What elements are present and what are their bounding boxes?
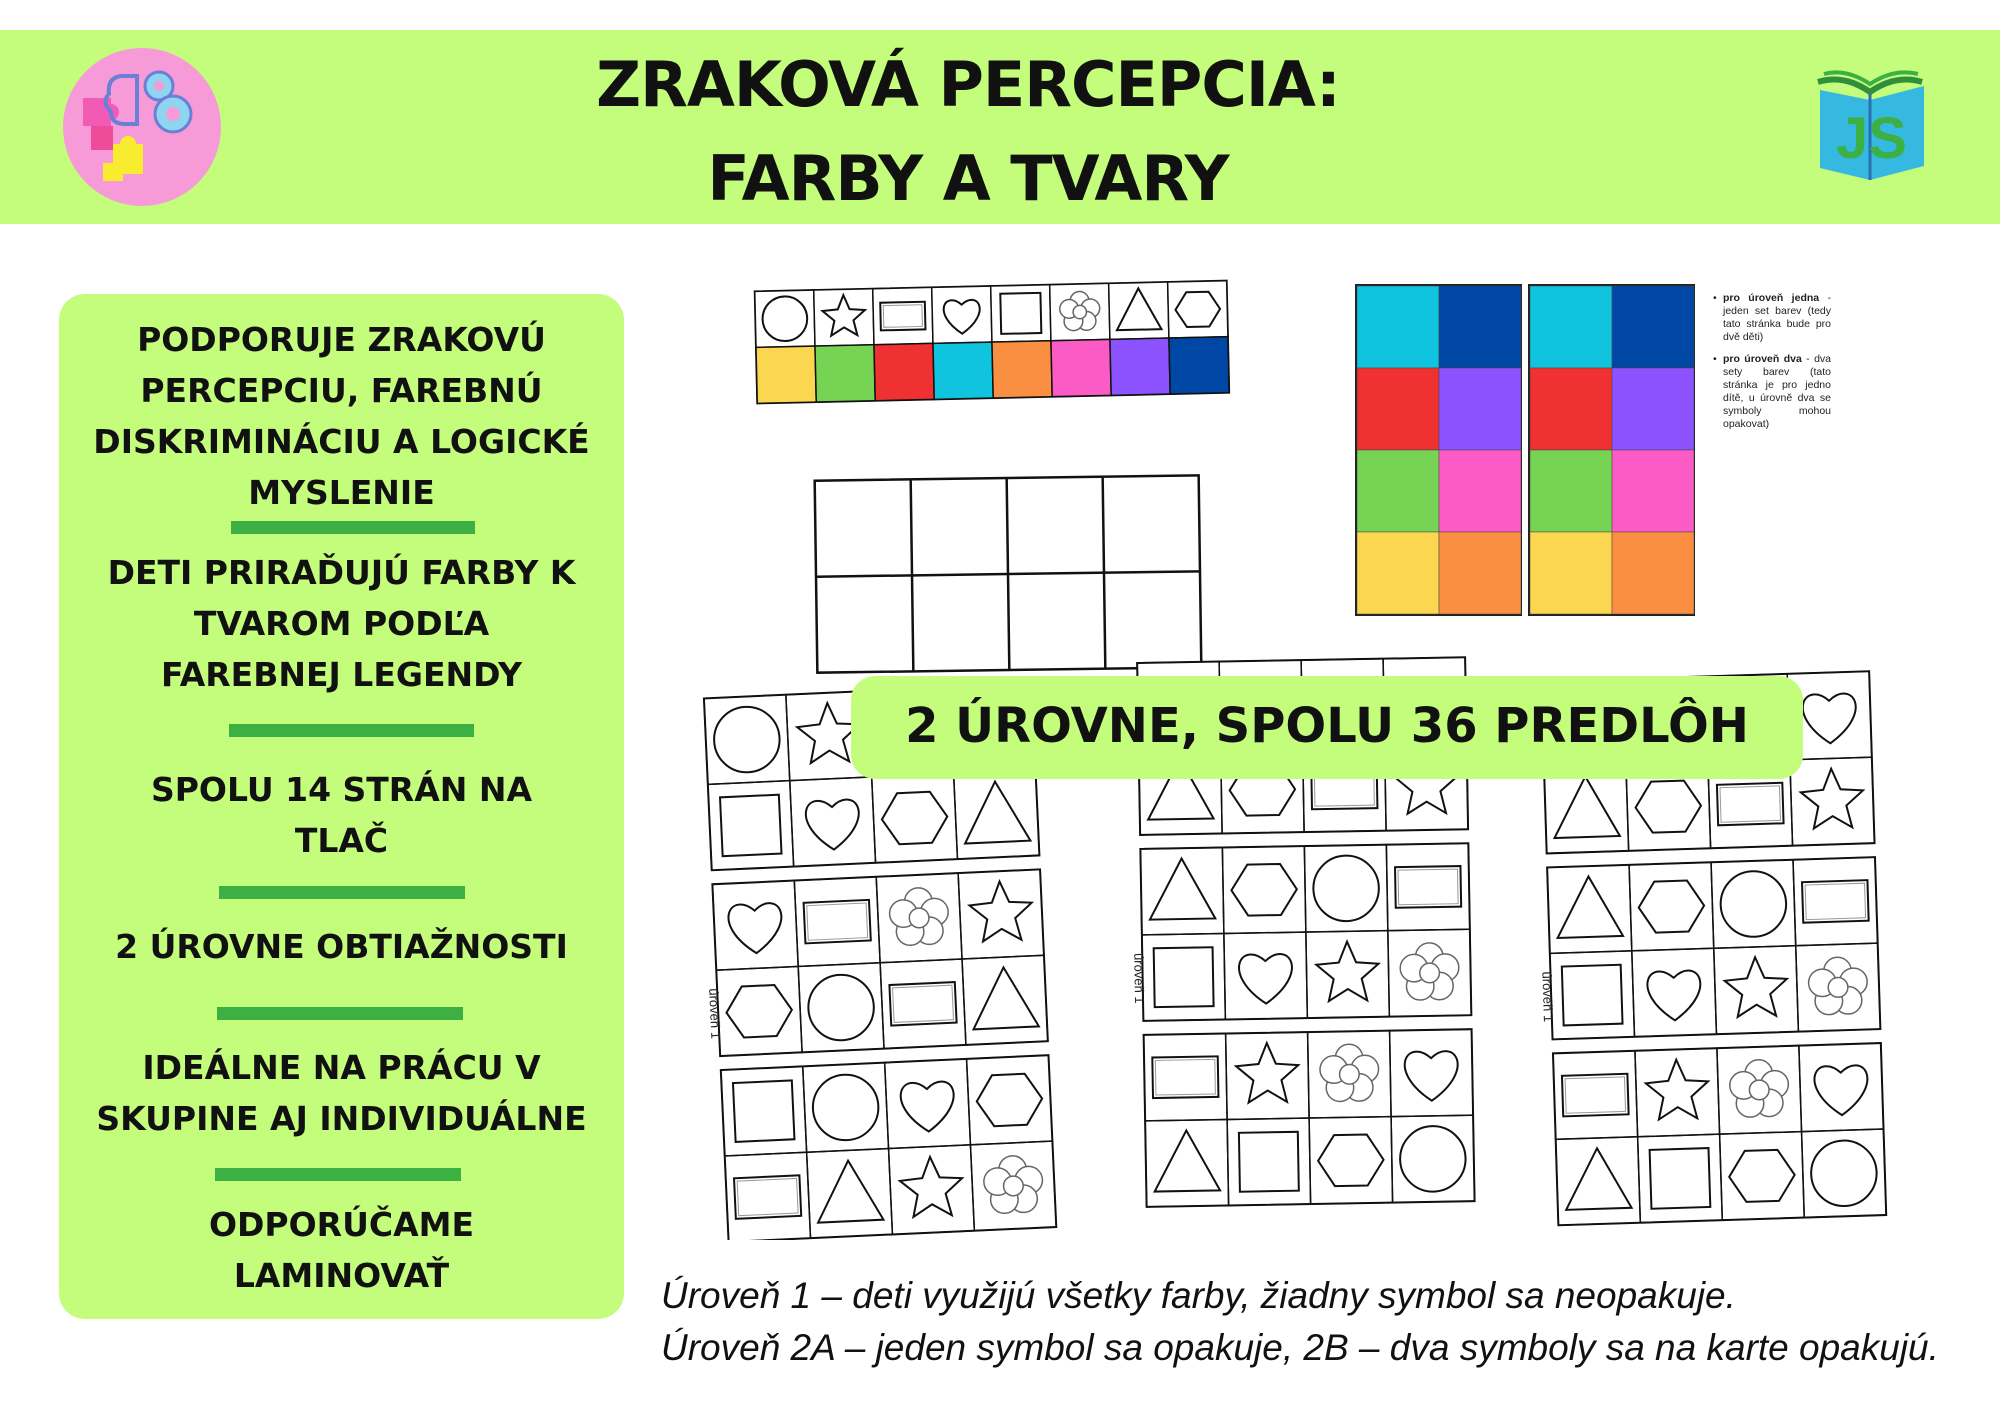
empty-card-grid [810, 468, 1210, 680]
legend-color-swatch [815, 345, 875, 402]
palette-swatch [1439, 532, 1521, 614]
legend-color-swatch [756, 346, 816, 403]
worksheet-level-label: úroveň 1 [706, 987, 724, 1040]
feature-divider [231, 521, 475, 534]
palette-sheet-2 [1528, 284, 1695, 625]
page-title-line1: ZRAKOVÁ PERCEPCIA: [596, 48, 1340, 121]
feature-6: ODPORÚČAME LAMINOVAŤ [208, 1205, 475, 1295]
feature-3: SPOLU 14 STRÁN NA TLAČ [150, 770, 533, 860]
palette-swatch [1612, 286, 1694, 368]
features-panel [59, 294, 624, 1319]
legend-color-swatch [992, 341, 1052, 398]
palette-swatch [1357, 532, 1439, 614]
levels-badge [851, 676, 1803, 779]
worksheet-level-label: úroveň 1 [1539, 971, 1556, 1023]
logo-letters: JS [1836, 106, 1907, 171]
feature-4: 2 ÚROVNE OBTIAŽNOSTI [115, 927, 568, 966]
legend-color-swatch [1051, 339, 1111, 396]
note-level2: Úroveň 2A – jeden symbol sa opakuje, 2B – dva symboly sa na karte opakujú. [661, 1327, 1939, 1368]
levels-badge-text: 2 ÚROVNE, SPOLU 36 PREDLÔH [905, 698, 1749, 754]
legend-color-swatch [933, 342, 993, 399]
feature-divider [229, 724, 474, 737]
legend-color-swatch [1169, 337, 1229, 394]
feature-2: DETI PRIRAĎUJÚ FARBY K TVAROM PODĽA FAREBNEJ LEGENDY [107, 553, 576, 694]
palette-swatch [1530, 450, 1612, 532]
feature-divider [219, 886, 465, 899]
palette-swatch [1439, 450, 1521, 532]
palette-swatch [1530, 532, 1612, 614]
palette-note-1: • pro úroveň jedna - jeden set barev (tedy tato stránka bude pro dvě děti) [1713, 292, 1831, 344]
feature-divider [215, 1168, 461, 1181]
page-title-line2: FARBY A TVARY [707, 142, 1229, 215]
palette-swatch [1357, 286, 1439, 368]
feature-divider [217, 1007, 463, 1020]
color-legend-strip [752, 276, 1236, 412]
palette-notes [1713, 292, 1831, 440]
palette-swatch [1439, 368, 1521, 450]
legend-color-swatch [874, 343, 934, 400]
legend-color-swatch [1110, 338, 1170, 395]
palette-sheet-1 [1355, 284, 1522, 625]
worksheet-level-label: úroveň 1 [1131, 952, 1148, 1004]
palette-swatch [1439, 286, 1521, 368]
palette-note-2: • pro úroveň dva - dva sety barev (tato stránka je pro jedno dítě, u úrovně dva se symboly mohou opakovat) [1713, 353, 1831, 431]
feature-5: IDEÁLNE NA PRÁCU V SKUPINE AJ INDIVIDUÁLNE [96, 1048, 587, 1138]
palette-swatch [1612, 532, 1694, 614]
palette-swatch [1612, 368, 1694, 450]
book-logo [1812, 60, 1930, 185]
palette-swatch [1357, 450, 1439, 532]
palette-swatch [1357, 368, 1439, 450]
note-level1: Úroveň 1 – deti využijú všetky farby, žiadny symbol sa neopakuje. [661, 1275, 1736, 1316]
feature-1: PODPORUJE ZRAKOVÚ PERCEPCIU, FAREBNÚ DISKRIMINÁCIU A LOGICKÉ MYSLENIE [93, 320, 590, 512]
palette-swatch [1612, 450, 1694, 532]
palette-swatch [1530, 368, 1612, 450]
palette-swatch [1530, 286, 1612, 368]
